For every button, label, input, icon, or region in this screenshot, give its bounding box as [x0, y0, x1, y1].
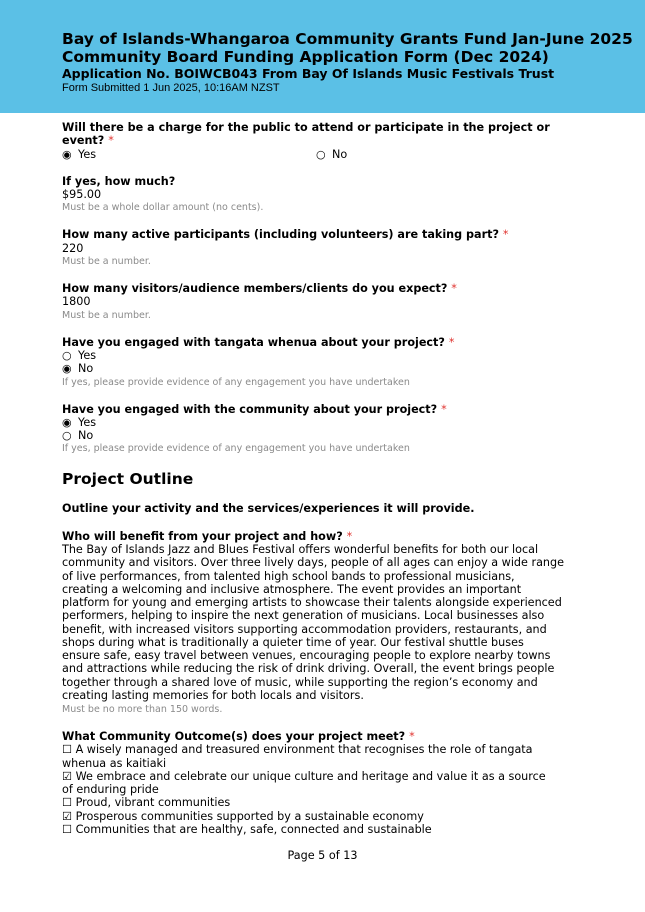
- benefit-question: [62, 530, 572, 543]
- charge-options: [62, 148, 572, 161]
- tangata-question-text: Have you engaged with tangata whenua about your project?: [62, 335, 445, 349]
- participants-question-text: How many active participants (including volunteers) are taking part?: [62, 228, 499, 242]
- charge-option-no[interactable]: [316, 148, 570, 161]
- checkbox-unchecked-icon[interactable]: ☐: [62, 822, 73, 836]
- charge-question-text: Will there be a charge for the public to attend or participate in the project or event?: [62, 121, 550, 148]
- required-mark: *: [346, 529, 353, 543]
- community-question-text: Have you engaged with the community about your project?: [62, 402, 438, 416]
- required-mark: *: [448, 335, 455, 349]
- tangata-hint: If yes, please provide evidence of any engagement you have undertaken: [62, 376, 410, 388]
- participants-hint: Must be a number.: [62, 256, 151, 268]
- community-hint: If yes, please provide evidence of any engagement you have undertaken: [62, 443, 410, 455]
- participants-question: [62, 228, 572, 241]
- radio-unselected-icon[interactable]: ○: [62, 348, 72, 362]
- visitors-question: [62, 282, 572, 295]
- section-subheading: Outline your activity and the services/experiences it will provide.: [62, 502, 475, 516]
- outcome-label: We embrace and celebrate our unique culture and heritage and value it as a source of enduring pride: [62, 769, 546, 797]
- tangata-option-no[interactable]: [62, 362, 572, 375]
- outcome-option[interactable]: [62, 743, 557, 770]
- outcome-option[interactable]: [62, 796, 572, 809]
- benefit-question-text: Who will benefit from your project and how?: [62, 529, 343, 543]
- community-option-no[interactable]: [62, 429, 572, 442]
- required-mark: *: [409, 730, 415, 744]
- visitors-question-text: How many visitors/audience members/clients do you expect?: [62, 282, 448, 296]
- outcome-label: Prosperous communities supported by a sustainable economy: [75, 809, 424, 823]
- radio-selected-icon[interactable]: ◉: [62, 147, 72, 161]
- option-label: No: [332, 147, 348, 161]
- checkbox-unchecked-icon[interactable]: ☐: [62, 743, 73, 757]
- visitors-answer: 1800: [62, 295, 91, 309]
- charge-option-yes[interactable]: [62, 148, 316, 161]
- radio-unselected-icon[interactable]: ○: [62, 429, 72, 443]
- community-option-yes[interactable]: [62, 416, 572, 429]
- required-mark: *: [502, 228, 509, 242]
- page-number: Page 5 of 13: [287, 849, 358, 862]
- form-content: [62, 121, 572, 836]
- participants-answer: 220: [62, 241, 84, 255]
- benefit-answer: The Bay of Islands Jazz and Blues Festival offers wonderful benefits for both our local community and visitors. Over three lively days, people of all ages can enjoy a wide range of live performances, from talented high school bands to professional musicians, creating a welcoming and inclusive atmosphere. The event provides an important platform for young and emerging artists to showcase their talents alongside experienced performers, helping to inspire the next generation of musicians. Local businesses also benefit, with increased visitors supporting accommodation providers, restaurants, and shops during what is traditionally a quieter time of year. Our festival shuttle buses ensure safe, easy travel between venues, encouraging people to explore nearby towns and attractions while reducing the risk of drink driving. Overall, the event brings people together through a shared love of music, while supporting the region’s economy and creating lasting memories for both locals and visitors.: [62, 543, 564, 702]
- benefit-hint: Must be no more than 150 words.: [62, 704, 223, 716]
- tangata-question: [62, 336, 572, 349]
- radio-unselected-icon[interactable]: ○: [316, 147, 326, 161]
- checkbox-checked-icon[interactable]: ☑: [62, 809, 73, 823]
- radio-selected-icon[interactable]: ◉: [62, 362, 72, 376]
- outcomes-question: [62, 730, 572, 743]
- option-label: Yes: [78, 348, 97, 362]
- tangata-option-yes[interactable]: [62, 349, 572, 362]
- outcome-label: A wisely managed and treasured environment that recognises the role of tangata whenua as kaitiaki: [62, 743, 533, 770]
- how-much-hint: Must be a whole dollar amount (no cents).: [62, 202, 264, 214]
- outcome-label: Communities that are healthy, safe, connected and sustainable: [75, 822, 432, 836]
- option-label: No: [78, 429, 94, 443]
- application-number: Application No. BOIWCB043 From Bay Of Islands Music Festivals Trust: [62, 66, 555, 81]
- required-mark: *: [451, 282, 457, 296]
- option-label: No: [78, 362, 94, 376]
- option-label: Yes: [78, 147, 97, 161]
- submitted-timestamp: Form Submitted 1 Jun 2025, 10:16AM NZST: [62, 82, 280, 94]
- required-mark: *: [108, 134, 114, 148]
- charge-question: [62, 121, 562, 148]
- outcomes-question-text: What Community Outcome(s) does your project meet?: [62, 730, 406, 744]
- outcome-option[interactable]: [62, 810, 572, 823]
- section-heading: Project Outline: [62, 470, 194, 489]
- form-title: Bay of Islands-Whangaroa Community Grants Fund Jan-June 2025 Community Board Funding Application Form (Dec 2024): [62, 30, 633, 66]
- checkbox-checked-icon[interactable]: ☑: [62, 769, 73, 783]
- community-question: [62, 403, 572, 416]
- radio-selected-icon[interactable]: ◉: [62, 415, 72, 429]
- option-label: Yes: [78, 415, 97, 429]
- outcome-option[interactable]: [62, 770, 557, 797]
- header-banner: [0, 0, 645, 113]
- how-much-answer: $95.00: [62, 188, 102, 202]
- outcome-label: Proud, vibrant communities: [75, 796, 231, 810]
- checkbox-unchecked-icon[interactable]: ☐: [62, 796, 73, 810]
- outcome-option[interactable]: [62, 823, 572, 836]
- how-much-question: If yes, how much?: [62, 174, 176, 188]
- visitors-hint: Must be a number.: [62, 309, 151, 321]
- required-mark: *: [441, 402, 447, 416]
